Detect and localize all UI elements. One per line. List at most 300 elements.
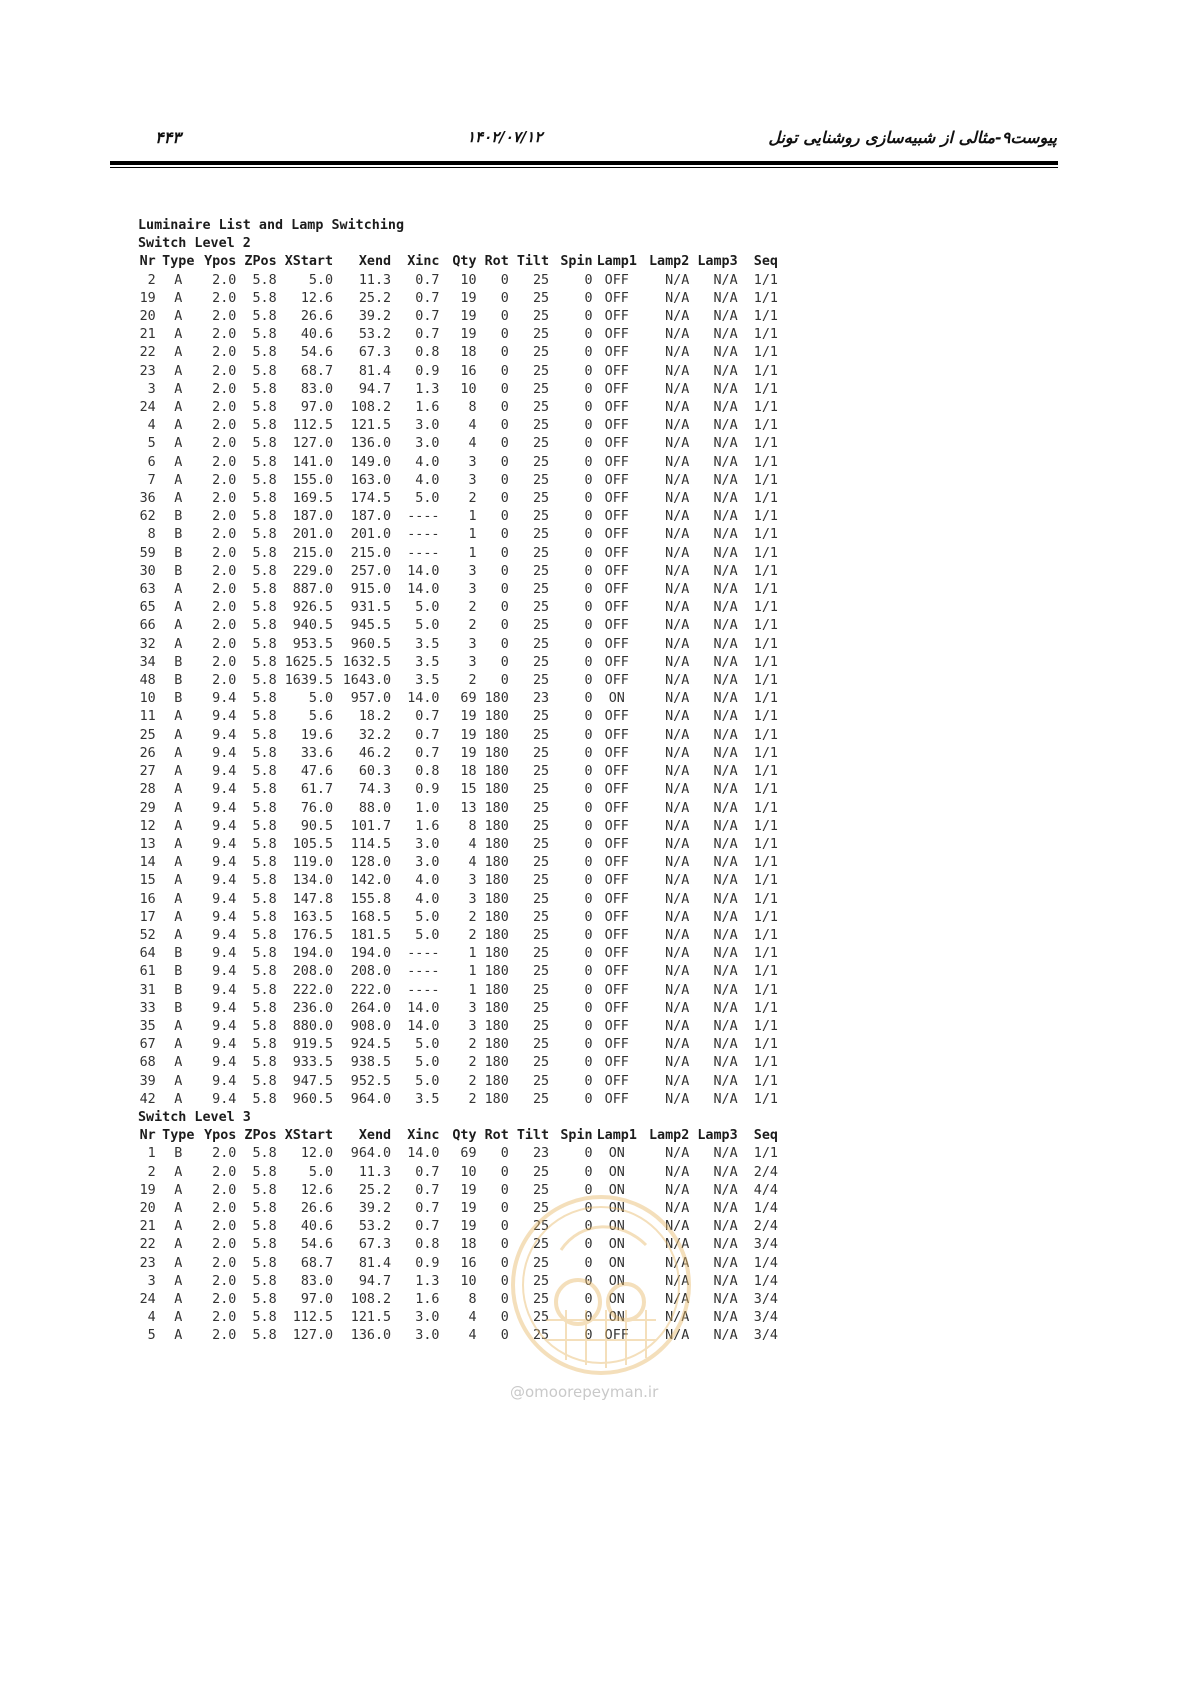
table-cell: ---- xyxy=(407,946,440,962)
table-cell: N/A xyxy=(665,1164,690,1180)
table-cell: 0 xyxy=(500,1273,509,1289)
table-cell: 5.0 xyxy=(308,1164,334,1180)
table-cell: N/A xyxy=(665,1091,690,1107)
table-cell: 2.0 xyxy=(212,1310,237,1326)
table-cell: 14.0 xyxy=(407,582,440,598)
table-cell: 105.5 xyxy=(292,836,334,852)
table-cell: A xyxy=(174,891,183,907)
table-cell: 4.0 xyxy=(415,891,440,907)
table-cell: 53.2 xyxy=(358,327,392,343)
table-cell: 1/1 xyxy=(753,1037,778,1053)
table-cell: N/A xyxy=(665,982,690,998)
table-cell: 0 xyxy=(584,818,593,834)
column-header: Xend xyxy=(358,254,392,270)
table-cell: 28 xyxy=(139,782,156,798)
table-cell: N/A xyxy=(665,327,690,343)
table-cell: 34 xyxy=(139,654,156,670)
table-row xyxy=(138,381,778,399)
table-cell: 2/4 xyxy=(753,1219,778,1235)
table-cell: A xyxy=(174,927,183,943)
table-cell: 16 xyxy=(460,363,477,379)
table-cell: 0 xyxy=(500,272,509,288)
table-cell: 2.0 xyxy=(212,345,237,361)
table-cell: 25 xyxy=(532,1291,550,1307)
table-cell: 174.5 xyxy=(350,491,392,507)
table-cell: N/A xyxy=(665,1000,690,1016)
table-cell: A xyxy=(174,800,183,816)
table-cell: OFF xyxy=(604,636,629,652)
table-cell: 0 xyxy=(500,563,509,579)
table-cell: 964.0 xyxy=(350,1091,392,1107)
table-cell: N/A xyxy=(713,1000,738,1016)
table-cell: 3.5 xyxy=(415,654,440,670)
table-cell: OFF xyxy=(604,1000,629,1016)
table-cell: 5.8 xyxy=(252,509,277,525)
table-cell: 4 xyxy=(468,436,477,452)
table-cell: 25 xyxy=(532,745,550,761)
table-cell: OFF xyxy=(604,400,629,416)
table-cell: A xyxy=(174,1237,183,1253)
table-row xyxy=(138,563,778,581)
table-cell: A xyxy=(174,1291,183,1307)
table-cell: N/A xyxy=(665,1055,690,1071)
table-cell: 66 xyxy=(139,618,156,634)
table-cell: 264.0 xyxy=(350,1000,392,1016)
table-cell: 180 xyxy=(484,891,509,907)
table-cell: N/A xyxy=(665,1073,690,1089)
table-cell: 1 xyxy=(147,1146,156,1162)
table-cell: 236.0 xyxy=(292,1000,334,1016)
table-cell: N/A xyxy=(665,436,690,452)
table-row xyxy=(138,708,778,726)
table-cell: 25 xyxy=(532,345,550,361)
table-cell: 0 xyxy=(584,673,593,689)
table-cell: 9.4 xyxy=(212,1018,237,1034)
table-cell: 5.8 xyxy=(252,1200,277,1216)
table-cell: 81.4 xyxy=(358,363,392,379)
table-cell: 31 xyxy=(139,982,156,998)
table-row xyxy=(138,290,778,308)
table-cell: N/A xyxy=(665,1310,690,1326)
table-cell: 960.5 xyxy=(292,1091,334,1107)
table-cell: 5.8 xyxy=(252,1037,277,1053)
table-cell: 26.6 xyxy=(300,309,334,325)
table-cell: 1/1 xyxy=(753,709,778,725)
table-cell: 0 xyxy=(584,873,593,889)
table-cell: A xyxy=(174,709,183,725)
table-cell: ---- xyxy=(407,527,440,543)
table-cell: 2 xyxy=(468,1037,477,1053)
table-cell: 4 xyxy=(147,418,156,434)
table-cell: N/A xyxy=(665,563,690,579)
table-cell: 0.7 xyxy=(415,290,440,306)
table-cell: 1/1 xyxy=(753,418,778,434)
table-cell: 0 xyxy=(584,309,593,325)
table-cell: 3.5 xyxy=(415,673,440,689)
table-cell: 1 xyxy=(468,982,477,998)
table-cell: 25 xyxy=(532,527,550,543)
table-cell: 952.5 xyxy=(350,1073,392,1089)
table-cell: 9.4 xyxy=(212,818,237,834)
table-row xyxy=(138,763,778,781)
table-cell: 0 xyxy=(584,946,593,962)
table-cell: 5 xyxy=(147,1328,156,1344)
table-cell: 19 xyxy=(460,327,477,343)
table-cell: 2.0 xyxy=(212,1219,237,1235)
table-cell: 25 xyxy=(532,873,550,889)
table-cell: 11 xyxy=(139,709,156,725)
table-cell: 149.0 xyxy=(350,454,392,470)
table-cell: A xyxy=(174,327,183,343)
table-cell: N/A xyxy=(713,782,738,798)
table-cell: 2 xyxy=(468,618,477,634)
table-cell: 2 xyxy=(468,491,477,507)
table-cell: 9.4 xyxy=(212,782,237,798)
table-row xyxy=(138,1164,778,1182)
table-cell: N/A xyxy=(713,873,738,889)
table-cell: 0 xyxy=(584,891,593,907)
table-row xyxy=(138,1218,778,1236)
table-cell: 2.0 xyxy=(212,1182,237,1198)
table-cell: 5.8 xyxy=(252,400,277,416)
column-header: Ypos xyxy=(204,1128,237,1144)
table-cell: 180 xyxy=(484,818,509,834)
table-cell: N/A xyxy=(713,909,738,925)
table-cell: 2.0 xyxy=(212,381,237,397)
table-cell: 947.5 xyxy=(292,1073,334,1089)
table-cell: 4 xyxy=(468,1310,477,1326)
table-cell: N/A xyxy=(665,636,690,652)
table-cell: 0.9 xyxy=(415,782,440,798)
table-cell: N/A xyxy=(665,873,690,889)
table-cell: N/A xyxy=(713,946,738,962)
table-cell: 108.2 xyxy=(350,400,392,416)
table-cell: 119.0 xyxy=(292,855,334,871)
table-cell: 181.5 xyxy=(350,927,392,943)
table-cell: 0 xyxy=(500,545,509,561)
table-cell: OFF xyxy=(604,1037,629,1053)
table-cell: N/A xyxy=(665,472,690,488)
table-cell: N/A xyxy=(665,1200,690,1216)
table-cell: 1/1 xyxy=(753,272,778,288)
table-cell: 63 xyxy=(139,582,156,598)
table-cell: N/A xyxy=(665,1146,690,1162)
table-cell: N/A xyxy=(713,1273,738,1289)
table-cell: 924.5 xyxy=(350,1037,392,1053)
table-cell: 2.0 xyxy=(212,673,237,689)
table-cell: 25 xyxy=(532,946,550,962)
table-cell: 3 xyxy=(468,472,477,488)
table-row xyxy=(138,654,778,672)
table-cell: 1/1 xyxy=(753,1055,778,1071)
table-cell: 1.3 xyxy=(415,381,440,397)
table-cell: 25 xyxy=(532,1219,550,1235)
table-cell: 180 xyxy=(484,709,509,725)
table-cell: 0 xyxy=(584,764,593,780)
table-cell: 1/1 xyxy=(753,764,778,780)
table-cell: 1/1 xyxy=(753,946,778,962)
table-cell: 9.4 xyxy=(212,1037,237,1053)
table-cell: 0.7 xyxy=(415,745,440,761)
table-cell: 0 xyxy=(500,436,509,452)
table-cell: 0 xyxy=(584,636,593,652)
table-cell: N/A xyxy=(665,654,690,670)
column-header: Seq xyxy=(753,1128,778,1144)
table-cell: 0 xyxy=(500,400,509,416)
table-cell: 1/1 xyxy=(753,1018,778,1034)
table-cell: 29 xyxy=(139,800,156,816)
table-cell: 1.3 xyxy=(415,1273,440,1289)
table-cell: OFF xyxy=(604,1055,629,1071)
table-cell: 2.0 xyxy=(212,454,237,470)
table-cell: 0 xyxy=(500,1255,509,1271)
table-cell: 5.8 xyxy=(252,673,277,689)
table-cell: 4.0 xyxy=(415,454,440,470)
table-cell: 25 xyxy=(532,1237,550,1253)
column-header: XStart xyxy=(284,254,334,270)
table-cell: 25 xyxy=(532,654,550,670)
table-cell: 61.7 xyxy=(300,782,334,798)
table-cell: 25 xyxy=(532,418,550,434)
table-cell: 5.8 xyxy=(252,1146,277,1162)
table-cell: N/A xyxy=(713,764,738,780)
table-cell: 0 xyxy=(500,582,509,598)
table-row xyxy=(138,1036,778,1054)
table-cell: 3 xyxy=(147,381,156,397)
table-cell: 5.8 xyxy=(252,836,277,852)
table-cell: 2.0 xyxy=(212,1200,237,1216)
table-cell: 25 xyxy=(532,1255,550,1271)
table-row xyxy=(138,272,778,290)
table-cell: N/A xyxy=(713,636,738,652)
table-cell: 2 xyxy=(468,600,477,616)
table-cell: 155.8 xyxy=(350,891,392,907)
table-cell: 25 xyxy=(532,1037,550,1053)
table-cell: 0 xyxy=(584,545,593,561)
table-cell: 2.0 xyxy=(212,272,237,288)
table-row xyxy=(138,872,778,890)
table-cell: 0 xyxy=(500,363,509,379)
table-cell: 1.6 xyxy=(415,1291,440,1307)
table-cell: A xyxy=(174,1037,183,1053)
table-cell: 0 xyxy=(500,527,509,543)
column-header: Xend xyxy=(358,1128,392,1144)
table-cell: 9.4 xyxy=(212,1055,237,1071)
table-cell: 1/1 xyxy=(753,618,778,634)
table-cell: 3 xyxy=(468,563,477,579)
table-cell: 1/1 xyxy=(753,927,778,943)
table-cell: 9.4 xyxy=(212,800,237,816)
table-cell: 8 xyxy=(468,818,477,834)
table-cell: OFF xyxy=(604,1018,629,1034)
table-cell: 1/1 xyxy=(753,290,778,306)
table-cell: 14.0 xyxy=(407,1146,440,1162)
table-cell: 25 xyxy=(532,472,550,488)
column-header: Lamp2 xyxy=(649,1128,690,1144)
table-cell: 76.0 xyxy=(300,800,334,816)
table-cell: 2.0 xyxy=(212,527,237,543)
table-row xyxy=(138,854,778,872)
table-cell: 4 xyxy=(468,1328,477,1344)
table-cell: 0 xyxy=(584,691,593,707)
table-cell: 180 xyxy=(484,745,509,761)
table-cell: 9.4 xyxy=(212,1000,237,1016)
table-cell: 0 xyxy=(584,327,593,343)
table-cell: 4/4 xyxy=(753,1182,778,1198)
table-cell: A xyxy=(174,782,183,798)
table-cell: 0 xyxy=(584,654,593,670)
table-cell: 1/1 xyxy=(753,873,778,889)
table-cell: 2.0 xyxy=(212,1164,237,1180)
table-cell: 0 xyxy=(500,673,509,689)
table-cell: 4 xyxy=(468,855,477,871)
table-cell: 0.7 xyxy=(415,1182,440,1198)
table-cell: 3.0 xyxy=(415,836,440,852)
table-cell: N/A xyxy=(713,673,738,689)
table-cell: 3/4 xyxy=(753,1310,778,1326)
table-cell: 1625.5 xyxy=(284,654,334,670)
table-cell: 1/1 xyxy=(753,982,778,998)
table-cell: 0 xyxy=(500,418,509,434)
column-header: Rot xyxy=(484,1128,509,1144)
table-cell: A xyxy=(174,290,183,306)
table-cell: N/A xyxy=(665,545,690,561)
table-cell: 9.4 xyxy=(212,964,237,980)
table-cell: 25 xyxy=(532,454,550,470)
table-cell: OFF xyxy=(604,855,629,871)
table-cell: 5.8 xyxy=(252,1255,277,1271)
table-cell: 0 xyxy=(500,1200,509,1216)
table-cell: 0 xyxy=(584,909,593,925)
table-cell: 3 xyxy=(468,1000,477,1016)
table-cell: 0 xyxy=(500,618,509,634)
table-cell: 0 xyxy=(500,1219,509,1235)
table-cell: 2 xyxy=(147,272,156,288)
table-cell: 0 xyxy=(584,709,593,725)
table-row xyxy=(138,617,778,635)
table-cell: 67.3 xyxy=(358,1237,392,1253)
table-cell: 180 xyxy=(484,764,509,780)
table-cell: 0 xyxy=(584,800,593,816)
table-cell: ON xyxy=(608,1255,625,1271)
table-cell: 23 xyxy=(532,1146,550,1162)
table-cell: A xyxy=(174,764,183,780)
table-cell: 12.6 xyxy=(300,290,334,306)
table-row xyxy=(138,490,778,508)
table-cell: A xyxy=(174,1164,183,1180)
table-cell: OFF xyxy=(604,727,629,743)
table-cell: 5.8 xyxy=(252,309,277,325)
table-cell: 0 xyxy=(584,1055,593,1071)
table-cell: 201.0 xyxy=(292,527,334,543)
table-cell: OFF xyxy=(604,927,629,943)
table-cell: 194.0 xyxy=(292,946,334,962)
table-cell: 1/1 xyxy=(753,654,778,670)
table-cell: 3.0 xyxy=(415,418,440,434)
table-cell: 5.8 xyxy=(252,1164,277,1180)
table-row xyxy=(138,1000,778,1018)
column-header: XStart xyxy=(284,1128,334,1144)
table-cell: 908.0 xyxy=(350,1018,392,1034)
table-cell: 25 xyxy=(532,618,550,634)
table-cell: 1/1 xyxy=(753,1000,778,1016)
table-cell: N/A xyxy=(665,800,690,816)
table-cell: 40.6 xyxy=(300,1219,334,1235)
table-cell: OFF xyxy=(604,363,629,379)
table-cell: 9.4 xyxy=(212,946,237,962)
table-cell: 1/1 xyxy=(753,582,778,598)
table-cell: 931.5 xyxy=(350,600,392,616)
table-cell: N/A xyxy=(713,927,738,943)
table-row xyxy=(138,581,778,599)
table-cell: 9.4 xyxy=(212,873,237,889)
table-cell: 25 xyxy=(532,381,550,397)
table-cell: 2.0 xyxy=(212,418,237,434)
table-cell: OFF xyxy=(604,509,629,525)
table-cell: N/A xyxy=(713,727,738,743)
table-cell: 0 xyxy=(584,1291,593,1307)
table-cell: OFF xyxy=(604,272,629,288)
table-cell: 59 xyxy=(139,545,156,561)
table-cell: 3/4 xyxy=(753,1237,778,1253)
table-cell: N/A xyxy=(665,1182,690,1198)
table-cell: 10 xyxy=(460,272,477,288)
table-cell: N/A xyxy=(665,673,690,689)
table-cell: A xyxy=(174,818,183,834)
table-row xyxy=(138,745,778,763)
table-cell: 5.0 xyxy=(308,272,334,288)
table-cell: 1.0 xyxy=(415,800,440,816)
table-cell: 23 xyxy=(532,691,550,707)
table-cell: 25.2 xyxy=(358,290,392,306)
table-cell: 180 xyxy=(484,1037,509,1053)
table-cell: 1/1 xyxy=(753,745,778,761)
table-cell: 3 xyxy=(468,454,477,470)
table-cell: 3 xyxy=(468,1018,477,1034)
table-cell: 0 xyxy=(584,855,593,871)
table-cell: 25 xyxy=(532,309,550,325)
table-cell: N/A xyxy=(665,891,690,907)
table-cell: 0 xyxy=(584,381,593,397)
table-cell: 16 xyxy=(460,1255,477,1271)
table-row xyxy=(138,326,778,344)
table-cell: 33 xyxy=(139,1000,156,1016)
table-cell: 25 xyxy=(532,727,550,743)
table-cell: 180 xyxy=(484,964,509,980)
table-cell: 5.0 xyxy=(308,691,334,707)
column-header: Nr xyxy=(139,254,156,270)
table-cell: A xyxy=(174,272,183,288)
table-cell: 3.0 xyxy=(415,436,440,452)
table-cell: 128.0 xyxy=(350,855,392,871)
table-cell: 19 xyxy=(460,290,477,306)
table-cell: OFF xyxy=(604,1073,629,1089)
table-cell: 1/1 xyxy=(753,472,778,488)
table-row xyxy=(138,800,778,818)
table-cell: 2 xyxy=(468,673,477,689)
table-cell: OFF xyxy=(604,946,629,962)
table-row xyxy=(138,818,778,836)
table-cell: B xyxy=(174,673,183,689)
table-cell: 0.7 xyxy=(415,1200,440,1216)
table-cell: 4.0 xyxy=(415,873,440,889)
table-cell: 2.0 xyxy=(212,509,237,525)
table-cell: 19.6 xyxy=(300,727,334,743)
table-cell: 2.0 xyxy=(212,290,237,306)
table-cell: OFF xyxy=(604,982,629,998)
table-cell: 0.8 xyxy=(415,345,440,361)
table-cell: 0 xyxy=(584,491,593,507)
